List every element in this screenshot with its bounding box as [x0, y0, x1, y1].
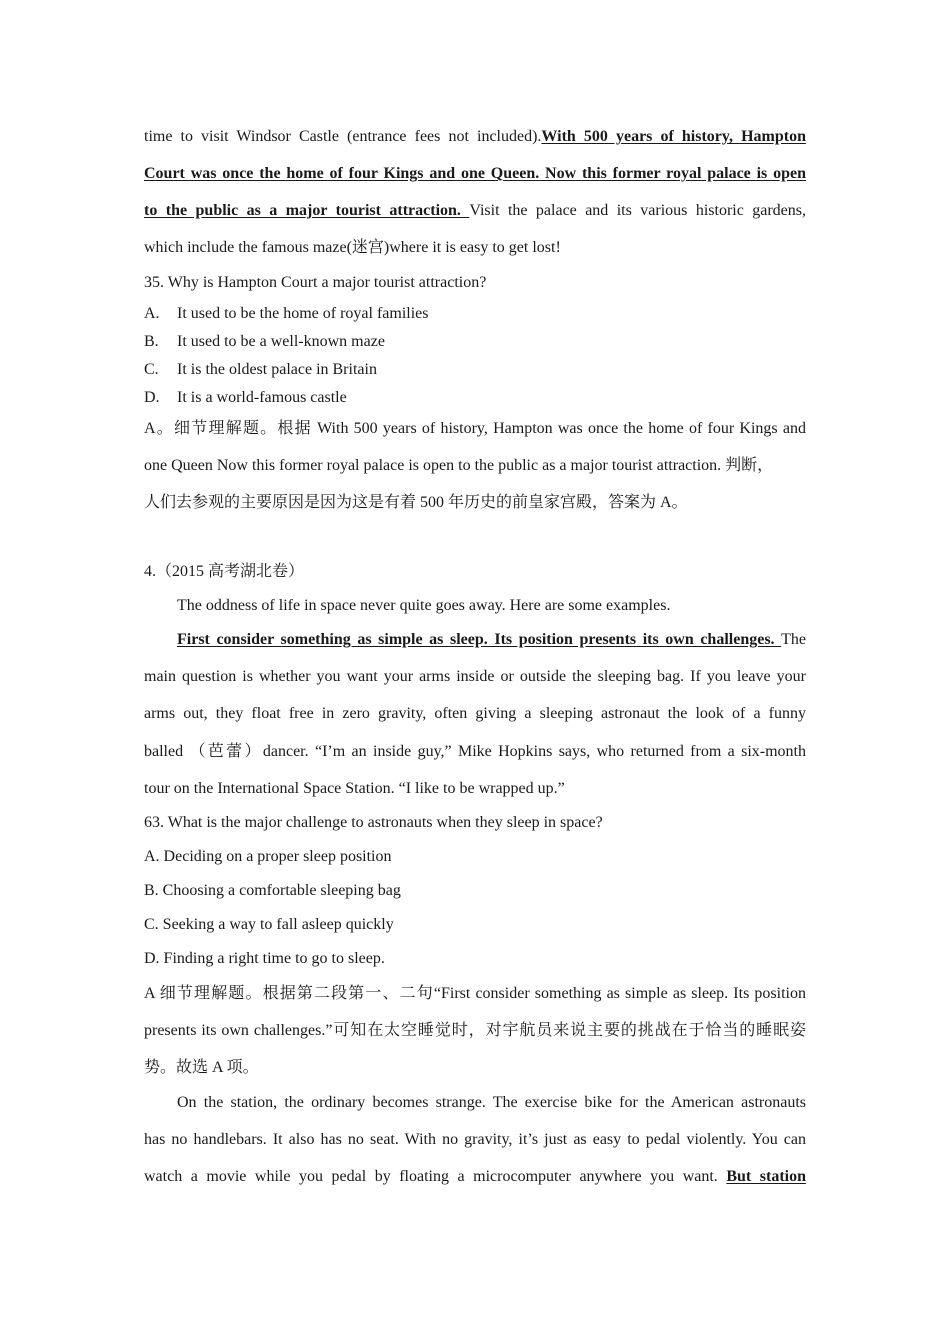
q35-question: 35. Why is Hampton Court a major tourist attraction? — [144, 274, 487, 291]
passage3-line2: has no handlebars. It also has no seat. With no gravity, it’s just as easy to pedal violently. You can — [144, 1131, 806, 1148]
q35-option-d-letter: D. — [144, 389, 160, 406]
q35-answer-line3: 人们去参观的主要原因是因为这是有着 500 年历史的前皇家宫殿，答案为 A。 — [144, 494, 688, 511]
section4-paragraph2-text: The — [781, 631, 806, 648]
q63-answer-line1: A 细节理解题。根据第二段第一、二句“First consider something as simple as sleep. Its position — [144, 985, 806, 1002]
section4-header: 4.（2015 高考湖北卷） — [144, 563, 305, 580]
q35-option-d-text: It is a world-famous castle — [177, 389, 347, 406]
q35-answer-line1: A。细节理解题。根据 With 500 years of history, Hampton was once the home of four Kings and — [144, 420, 806, 437]
section4-paragraph2-line1 — [144, 630, 806, 650]
section4-paragraph2-line2: main question is whether you want your arms inside or outside the sleeping bag. If you leave your — [144, 668, 806, 685]
q35-option-d — [144, 388, 806, 408]
q35-option-a — [144, 304, 806, 324]
q63-option-c: C. Seeking a way to fall asleep quickly — [144, 916, 394, 933]
section4-paragraph2-line5: tour on the International Space Station. “I like to be wrapped up.” — [144, 780, 565, 797]
section4-paragraph1: The oddness of life in space never quite goes away. Here are some examples. — [177, 597, 671, 614]
q63-answer-line2: presents its own challenges.”可知在太空睡觉时，对宇航员来说主要的挑战在于恰当的睡眠姿 — [144, 1022, 806, 1039]
q35-option-c — [144, 360, 806, 380]
q63-option-a: A. Deciding on a proper sleep position — [144, 848, 392, 865]
section4-key-sentence: First consider something as simple as sleep. Its position presents its own challenges. — [177, 631, 782, 648]
q63-question: 63. What is the major challenge to astronauts when they sleep in space? — [144, 814, 603, 831]
q35-option-b-letter: B. — [144, 333, 159, 350]
passage1-line4: which include the famous maze(迷宫)where it is easy to get lost! — [144, 239, 561, 256]
passage3-line3-key-sentence: But station — [726, 1168, 807, 1185]
passage1-line2: Court was once the home of four Kings and one Queen. Now this former royal palace is open — [144, 165, 806, 182]
q35-option-c-letter: C. — [144, 361, 159, 378]
passage1-line3-key-sentence: to the public as a major tourist attraction. — [144, 202, 470, 219]
q35-option-c-text: It is the oldest palace in Britain — [177, 361, 377, 378]
passage1-line1 — [144, 127, 806, 147]
passage1-line1-text: time to visit Windsor Castle (entrance fees not included). — [144, 128, 542, 145]
q63-answer-line3: 势。故选 A 项。 — [144, 1059, 259, 1076]
passage3-line1: On the station, the ordinary becomes strange. The exercise bike for the American astronauts — [177, 1094, 806, 1111]
section4-paragraph2-line4: balled （芭蕾）dancer. “I’m an inside guy,” Mike Hopkins says, who returned from a six-month — [144, 743, 806, 760]
passage3-line3-text: watch a movie while you pedal by floating a microcomputer anywhere you want. — [144, 1168, 727, 1185]
passage1-line3 — [144, 201, 806, 221]
q63-option-b: B. Choosing a comfortable sleeping bag — [144, 882, 401, 899]
q35-option-b — [144, 332, 806, 352]
passage1-line3-text: Visit the palace and its various historic gardens, — [469, 202, 807, 219]
q35-option-b-text: It used to be a well-known maze — [177, 333, 385, 350]
section4-paragraph2-line3: arms out, they float free in zero gravity, often giving a sleeping astronaut the look of a funny — [144, 705, 806, 722]
passage3-line3 — [144, 1167, 806, 1187]
q63-option-d: D. Finding a right time to go to sleep. — [144, 950, 385, 967]
q35-option-a-text: It used to be the home of royal families — [177, 305, 429, 322]
q35-answer-line2: one Queen Now this former royal palace is open to the public as a major tourist attraction. 判断， — [144, 457, 774, 474]
q35-option-a-letter: A. — [144, 305, 160, 322]
passage1-line1-key-sentence: With 500 years of history, Hampton — [541, 128, 806, 145]
